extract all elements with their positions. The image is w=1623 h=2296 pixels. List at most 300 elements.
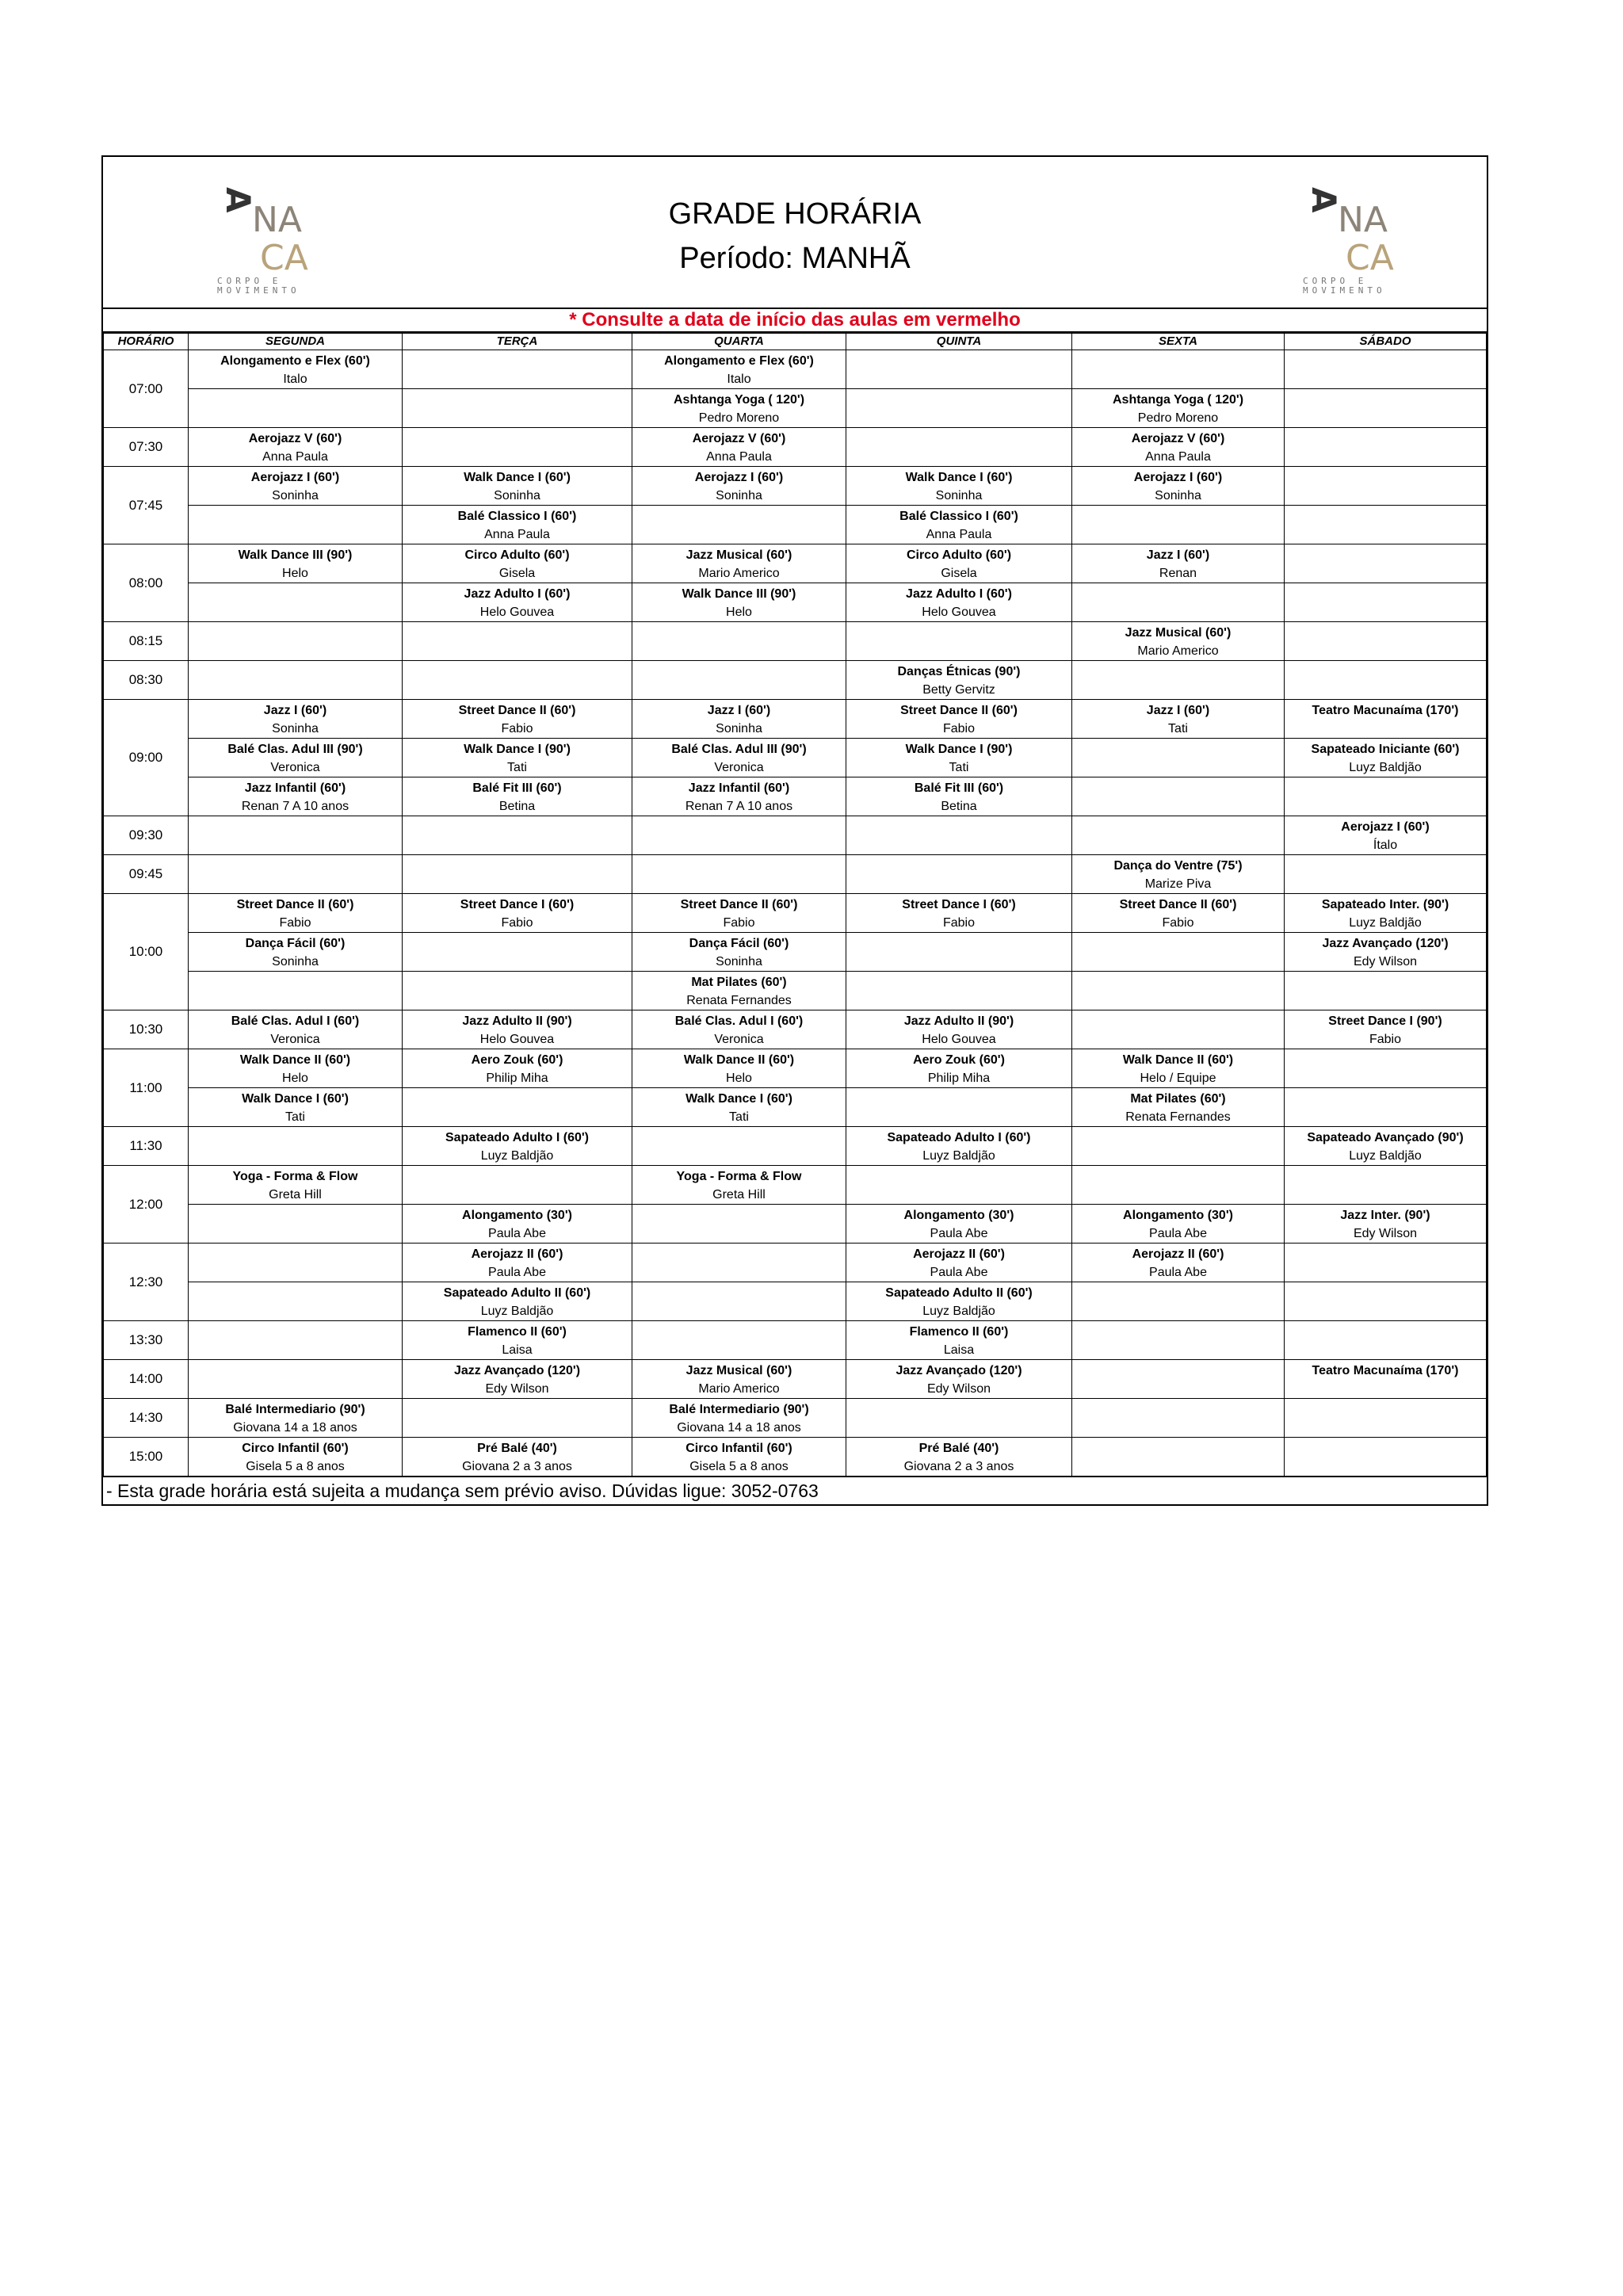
class-cell	[632, 544, 846, 583]
teacher-name: Paula Abe	[488, 1266, 546, 1279]
class-cell	[403, 583, 632, 622]
class-entry	[403, 583, 632, 621]
teacher-name: Luyz Baldjão	[1349, 1149, 1422, 1163]
class-name: Jazz Inter. (90')	[1340, 1209, 1430, 1222]
class-name: Jazz I (60')	[707, 704, 771, 717]
class-cell	[846, 1244, 1072, 1282]
class-name: Balé Clas. Adul I (60')	[674, 1014, 804, 1028]
table-row	[104, 855, 1487, 894]
class-entry	[1285, 700, 1486, 738]
class-entry	[189, 1360, 402, 1398]
class-cell	[1072, 544, 1285, 583]
teacher-name: Paula Abe	[930, 1266, 988, 1279]
class-cell	[189, 1049, 403, 1088]
class-name: Alongamento e Flex (60')	[220, 354, 370, 368]
table-row	[104, 1205, 1487, 1244]
teacher-name: Helo	[726, 606, 752, 619]
table-row	[104, 467, 1487, 506]
class-entry	[1285, 467, 1486, 505]
teacher-name: Giovana 14 a 18 anos	[233, 1421, 357, 1435]
class-name: Teatro Macunaíma (170')	[1312, 1364, 1459, 1377]
class-entry	[632, 1127, 846, 1165]
class-entry	[846, 1360, 1071, 1398]
class-name: Yoga - Forma & Flow	[676, 1170, 802, 1183]
class-entry	[632, 1166, 846, 1204]
class-cell	[403, 1127, 632, 1166]
class-name: Mat Pilates (60')	[1130, 1092, 1226, 1106]
class-entry	[846, 428, 1071, 466]
class-entry	[189, 1438, 402, 1476]
class-entry	[1285, 1321, 1486, 1359]
class-name: Danças Étnicas (90')	[897, 665, 1021, 678]
teacher-name: Anna Paula	[262, 450, 328, 464]
class-entry	[403, 350, 632, 388]
table-row	[104, 1282, 1487, 1321]
table-row	[104, 1438, 1487, 1477]
table-row	[104, 1244, 1487, 1282]
teacher-name: Helo Gouvea	[922, 1033, 996, 1046]
footer-note: - Esta grade horária está sujeita a mudança sem prévio aviso. Dúvidas ligue: 3052-0763	[103, 1477, 1487, 1504]
class-cell	[1072, 506, 1285, 544]
teacher-name: Luyz Baldjão	[922, 1149, 995, 1163]
teacher-name: Tati	[1168, 722, 1188, 735]
class-entry	[632, 661, 846, 699]
class-entry	[1072, 739, 1284, 777]
teacher-name: Italo	[727, 372, 751, 386]
class-cell	[632, 622, 846, 661]
time-cell: 08:00	[104, 544, 189, 622]
class-entry	[632, 1321, 846, 1359]
class-name: Aerojazz I (60')	[694, 471, 784, 484]
class-cell	[846, 933, 1072, 972]
class-name: Alongamento (30')	[1123, 1209, 1233, 1222]
class-entry	[846, 1088, 1071, 1126]
class-cell	[403, 894, 632, 933]
class-cell	[632, 1088, 846, 1127]
class-cell	[1072, 816, 1285, 855]
teacher-name: Luyz Baldjão	[922, 1305, 995, 1318]
class-cell	[1285, 1399, 1487, 1438]
class-cell	[189, 506, 403, 544]
teacher-name: Soninha	[716, 722, 762, 735]
class-entry	[846, 1205, 1071, 1243]
class-entry	[189, 1010, 402, 1049]
class-entry	[189, 739, 402, 777]
class-entry	[1072, 544, 1284, 583]
teacher-name: Fabio	[1162, 916, 1194, 930]
table-row	[104, 622, 1487, 661]
table-row	[104, 1010, 1487, 1049]
teacher-name: Soninha	[272, 489, 319, 502]
class-entry	[403, 894, 632, 932]
class-cell	[632, 1205, 846, 1244]
class-name: Alongamento e Flex (60')	[664, 354, 814, 368]
class-name: Sapateado Adulto I (60')	[887, 1131, 1031, 1144]
class-cell	[846, 739, 1072, 777]
class-entry	[846, 350, 1071, 388]
class-name: Jazz Musical (60')	[1125, 626, 1232, 640]
class-cell	[1285, 1088, 1487, 1127]
class-entry	[1072, 816, 1284, 854]
teacher-name: Betina	[498, 800, 536, 813]
class-entry	[632, 1360, 846, 1398]
class-entry	[846, 1166, 1071, 1204]
class-entry	[846, 1321, 1071, 1359]
class-cell	[632, 972, 846, 1010]
class-cell	[189, 972, 403, 1010]
logo-letter-a: A	[1304, 187, 1343, 213]
teacher-name: Giovana 2 a 3 anos	[462, 1460, 572, 1473]
logo-letters-na: NA	[1338, 200, 1388, 240]
class-cell	[1285, 1010, 1487, 1049]
class-entry	[1285, 1010, 1486, 1049]
class-entry	[1285, 933, 1486, 971]
table-row	[104, 1088, 1487, 1127]
teacher-name: Soninha	[716, 955, 762, 968]
class-entry	[846, 894, 1071, 932]
table-row	[104, 1127, 1487, 1166]
table-row	[104, 816, 1487, 855]
class-entry	[403, 467, 632, 505]
time-cell: 09:45	[104, 855, 189, 894]
class-entry	[189, 1127, 402, 1165]
class-entry	[1072, 622, 1284, 660]
class-cell	[632, 700, 846, 739]
schedule-body	[104, 350, 1487, 1477]
class-entry	[632, 506, 846, 544]
class-cell	[403, 816, 632, 855]
teacher-name: Veronica	[270, 1033, 320, 1046]
class-name: Street Dance II (60')	[900, 704, 1018, 717]
class-cell	[1072, 1399, 1285, 1438]
time-cell: 07:45	[104, 467, 189, 544]
class-cell	[1285, 467, 1487, 506]
class-cell	[189, 1282, 403, 1321]
logo-letters-na: NA	[252, 200, 303, 240]
class-cell	[1285, 700, 1487, 739]
class-cell	[846, 1399, 1072, 1438]
class-name: Jazz Adulto I (60')	[906, 587, 1012, 601]
class-entry	[1072, 1010, 1284, 1049]
class-entry	[189, 1399, 402, 1437]
class-cell	[846, 506, 1072, 544]
class-cell	[1072, 389, 1285, 428]
class-name: Pré Balé (40')	[477, 1442, 557, 1455]
teacher-name: Pedro Moreno	[698, 411, 780, 425]
teacher-name: Pedro Moreno	[1137, 411, 1219, 425]
time-cell: 10:00	[104, 894, 189, 1010]
class-entry	[1072, 661, 1284, 699]
class-entry	[1285, 1399, 1486, 1437]
class-cell	[403, 933, 632, 972]
class-name: Street Dance I (60')	[460, 898, 575, 911]
class-cell	[403, 1399, 632, 1438]
class-name: Walk Dance I (60')	[242, 1092, 349, 1106]
teacher-name: Edy Wilson	[1353, 955, 1418, 968]
class-cell	[403, 389, 632, 428]
teacher-name: Gisela	[498, 567, 536, 580]
class-name: Walk Dance III (90')	[682, 587, 796, 601]
teacher-name: Giovana 14 a 18 anos	[677, 1421, 801, 1435]
teacher-name: Paula Abe	[1149, 1266, 1207, 1279]
class-cell	[1285, 1321, 1487, 1360]
class-cell	[1072, 739, 1285, 777]
col-header-segunda: SEGUNDA	[189, 334, 403, 350]
class-name: Jazz Infantil (60')	[244, 781, 346, 795]
class-entry	[632, 933, 846, 971]
class-entry	[846, 855, 1071, 893]
class-cell	[189, 739, 403, 777]
logo-letters-ca: CA	[260, 238, 308, 278]
class-cell	[632, 894, 846, 933]
time-cell: 12:30	[104, 1244, 189, 1321]
class-cell	[403, 428, 632, 467]
table-row	[104, 933, 1487, 972]
class-entry	[189, 428, 402, 466]
col-header-quarta: QUARTA	[632, 334, 846, 350]
time-cell: 09:00	[104, 700, 189, 816]
class-entry	[632, 350, 846, 388]
teacher-name: Greta Hill	[712, 1188, 766, 1201]
class-cell	[189, 777, 403, 816]
class-cell	[403, 1282, 632, 1321]
class-entry	[632, 1010, 846, 1049]
class-cell	[403, 739, 632, 777]
class-name: Mat Pilates (60')	[691, 976, 787, 989]
class-entry	[846, 1010, 1071, 1049]
teacher-name: Greta Hill	[269, 1188, 322, 1201]
time-cell: 12:00	[104, 1166, 189, 1244]
class-entry	[1072, 1438, 1284, 1476]
teacher-name: Fabio	[1369, 1033, 1402, 1046]
class-entry	[632, 777, 846, 816]
class-entry	[1285, 1438, 1486, 1476]
class-entry	[1285, 544, 1486, 583]
class-name: Balé Classico I (60')	[457, 510, 577, 523]
teacher-name: Fabio	[501, 722, 533, 735]
class-entry	[632, 1399, 846, 1437]
teacher-name: Anna Paula	[484, 528, 550, 541]
class-cell	[403, 1166, 632, 1205]
teacher-name: Laisa	[943, 1343, 975, 1357]
class-cell	[1072, 1049, 1285, 1088]
class-cell	[1072, 1244, 1285, 1282]
class-name: Flamenco II (60')	[909, 1325, 1009, 1339]
table-row	[104, 389, 1487, 428]
class-cell	[189, 700, 403, 739]
class-cell	[1285, 1166, 1487, 1205]
teacher-name: Paula Abe	[930, 1227, 988, 1240]
class-cell	[1072, 933, 1285, 972]
teacher-name: Tati	[285, 1110, 305, 1124]
class-cell	[189, 1321, 403, 1360]
class-cell	[1285, 1049, 1487, 1088]
teacher-name: Gisela	[941, 567, 977, 580]
table-row	[104, 350, 1487, 389]
col-header-sabado: SÁBADO	[1285, 334, 1487, 350]
class-entry	[189, 1049, 402, 1087]
class-name: Jazz I (60')	[1146, 704, 1210, 717]
table-row	[104, 544, 1487, 583]
class-entry	[846, 739, 1071, 777]
teacher-name: Mario Americo	[1137, 644, 1219, 658]
teacher-name: Renata Fernandes	[1125, 1110, 1231, 1124]
class-cell	[189, 894, 403, 933]
class-name: Balé Fit III (60')	[914, 781, 1004, 795]
class-entry	[846, 467, 1071, 505]
teacher-name: Giovana 2 a 3 anos	[903, 1460, 1014, 1473]
teacher-name: Helo	[282, 1072, 308, 1085]
class-name: Jazz Avançado (120')	[453, 1364, 581, 1377]
teacher-name: Anna Paula	[706, 450, 772, 464]
class-cell	[632, 1244, 846, 1282]
class-cell	[846, 622, 1072, 661]
class-name: Walk Dance I (60')	[464, 471, 571, 484]
teacher-name: Philip Miha	[486, 1072, 548, 1085]
class-entry	[1072, 1360, 1284, 1398]
teacher-name: Luyz Baldjão	[1349, 761, 1422, 774]
class-entry	[1285, 428, 1486, 466]
class-name: Walk Dance I (90')	[905, 743, 1013, 756]
class-entry	[632, 544, 846, 583]
class-cell	[403, 1049, 632, 1088]
class-cell	[189, 855, 403, 894]
class-name: Walk Dance II (60')	[683, 1053, 795, 1067]
class-entry	[189, 1166, 402, 1204]
header	[103, 157, 1487, 309]
class-cell	[632, 777, 846, 816]
class-entry	[189, 933, 402, 971]
class-entry	[403, 1010, 632, 1049]
table-row	[104, 739, 1487, 777]
class-entry	[1072, 506, 1284, 544]
class-entry	[1072, 1166, 1284, 1204]
class-entry	[189, 855, 402, 893]
teacher-name: Mario Americo	[698, 567, 780, 580]
table-row	[104, 777, 1487, 816]
table-row	[104, 1399, 1487, 1438]
time-cell: 07:00	[104, 350, 189, 428]
table-row	[104, 972, 1487, 1010]
class-cell	[403, 1360, 632, 1399]
class-cell	[632, 933, 846, 972]
class-entry	[403, 428, 632, 466]
class-cell	[846, 777, 1072, 816]
class-entry	[189, 1321, 402, 1359]
time-cell: 07:30	[104, 428, 189, 467]
class-entry	[189, 894, 402, 932]
teacher-name: Tati	[949, 761, 969, 774]
logo-subtext-2: MOVIMENTO	[217, 285, 300, 293]
class-cell	[189, 389, 403, 428]
class-name: Balé Fit III (60')	[472, 781, 562, 795]
class-cell	[846, 816, 1072, 855]
class-name: Aerojazz I (60')	[1133, 471, 1223, 484]
class-cell	[403, 1244, 632, 1282]
class-cell	[1285, 1438, 1487, 1477]
class-cell	[1285, 933, 1487, 972]
class-entry	[403, 1166, 632, 1204]
class-cell	[846, 855, 1072, 894]
class-entry	[632, 1282, 846, 1320]
class-name: Jazz I (60')	[1146, 548, 1210, 562]
teacher-name: Italo	[283, 372, 307, 386]
teacher-name: Soninha	[1155, 489, 1201, 502]
class-entry	[403, 1088, 632, 1126]
class-cell	[189, 1438, 403, 1477]
class-cell	[1072, 1166, 1285, 1205]
class-entry	[1072, 1088, 1284, 1126]
class-name: Sapateado Inter. (90')	[1321, 898, 1449, 911]
schedule-table	[103, 333, 1487, 1477]
teacher-name: Fabio	[279, 916, 311, 930]
class-name: Circo Infantil (60')	[242, 1442, 349, 1455]
teacher-name: Helo	[726, 1072, 752, 1085]
class-entry	[403, 972, 632, 1010]
class-entry	[846, 933, 1071, 971]
class-entry	[846, 1438, 1071, 1476]
column-headers	[104, 334, 1487, 350]
class-entry	[632, 739, 846, 777]
class-name: Aerojazz V (60')	[692, 432, 786, 445]
class-cell	[1072, 700, 1285, 739]
class-entry	[403, 661, 632, 699]
class-name: Walk Dance II (60')	[1122, 1053, 1234, 1067]
class-entry	[632, 700, 846, 738]
class-cell	[189, 1088, 403, 1127]
class-cell	[846, 583, 1072, 622]
class-cell	[403, 350, 632, 389]
class-cell	[1285, 816, 1487, 855]
class-cell	[189, 816, 403, 855]
class-name: Jazz Infantil (60')	[688, 781, 790, 795]
class-entry	[189, 661, 402, 699]
class-entry	[632, 1088, 846, 1126]
class-cell	[846, 428, 1072, 467]
class-name: Circo Adulto (60')	[464, 548, 570, 562]
class-name: Ashtanga Yoga ( 120')	[673, 393, 805, 407]
class-name: Aero Zouk (60')	[471, 1053, 563, 1067]
class-entry	[403, 1360, 632, 1398]
class-cell	[1285, 428, 1487, 467]
logo-subtext-2: MOVIMENTO	[1303, 285, 1386, 293]
col-header-horario: HORÁRIO	[104, 334, 189, 350]
class-entry	[846, 1049, 1071, 1087]
class-name: Balé Clas. Adul III (90')	[227, 743, 363, 756]
class-entry	[1072, 583, 1284, 621]
class-name: Street Dance II (60')	[236, 898, 354, 911]
class-entry	[632, 1049, 846, 1087]
class-entry	[1072, 777, 1284, 816]
class-name: Jazz Adulto II (90')	[462, 1014, 572, 1028]
class-cell	[632, 1399, 846, 1438]
class-entry	[846, 622, 1071, 660]
class-entry	[1072, 933, 1284, 971]
time-cell: 09:30	[104, 816, 189, 855]
class-cell	[1072, 894, 1285, 933]
col-header-terca: TERÇA	[403, 334, 632, 350]
teacher-name: Renan 7 A 10 anos	[685, 800, 793, 813]
class-cell	[632, 661, 846, 700]
class-cell	[846, 350, 1072, 389]
class-cell	[632, 1166, 846, 1205]
teacher-name: Soninha	[935, 489, 983, 502]
class-name: Sapateado Adulto I (60')	[445, 1131, 589, 1144]
class-cell	[403, 855, 632, 894]
time-cell: 14:30	[104, 1399, 189, 1438]
class-entry	[632, 1205, 846, 1243]
time-cell: 13:30	[104, 1321, 189, 1360]
